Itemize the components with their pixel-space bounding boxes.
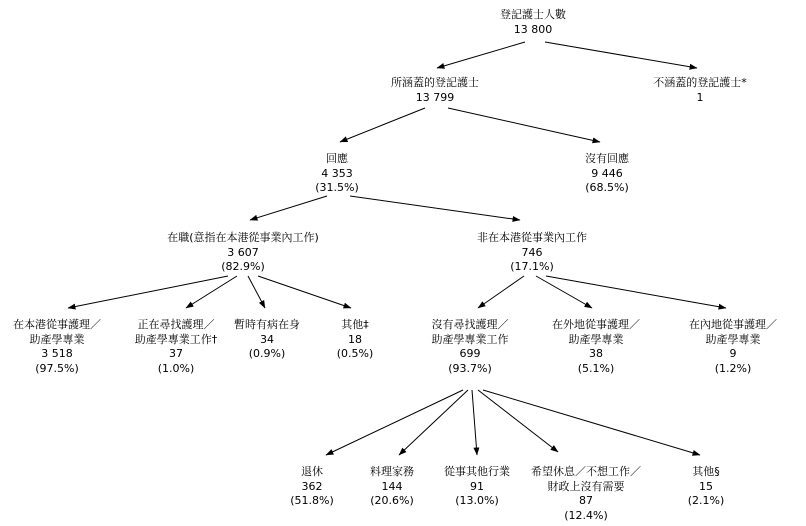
- diagram-node-total: [500, 8, 566, 37]
- diagram-node-housework-line: (20.6%): [370, 494, 414, 508]
- diagram-node-seeking-line: (1.0%): [157, 361, 195, 375]
- diagram-node-working-line: 3 607: [227, 245, 259, 259]
- diagram-node-seeking: [135, 318, 218, 376]
- diagram-node-other1-line: 其他‡: [341, 318, 369, 331]
- diagram-node-no_response-line: 9 446: [591, 166, 623, 180]
- diagram-node-sick-line: (0.9%): [248, 347, 286, 361]
- diagram-node-housework: [370, 465, 414, 509]
- diagram-node-other2-line: 15: [699, 479, 713, 493]
- diagram-node-not_covered-line: 1: [696, 90, 704, 104]
- diagram-node-not_seeking: [432, 318, 509, 376]
- diagram-node-mainland: [689, 318, 777, 376]
- diagram-node-no_response: [585, 152, 629, 196]
- diagram-node-housework-line: 144: [381, 479, 403, 493]
- diagram-node-mainland-line: 在內地從事護理／: [689, 318, 777, 331]
- diagram-node-other2-line: (2.1%): [687, 494, 725, 508]
- diagram-node-other_job-line: 從事其他行業: [444, 465, 510, 478]
- diagram-node-no_response-line: 沒有回應: [585, 152, 629, 165]
- diagram-node-other_job: [444, 465, 510, 509]
- diagram-edge-not_working-to-overseas: [536, 276, 592, 308]
- diagram-node-covered: [391, 76, 479, 105]
- diagram-node-seeking-line: 37: [169, 347, 183, 361]
- diagram-node-responded-line: (31.5%): [315, 181, 359, 195]
- diagram-node-covered-line: 所涵蓋的登記護士: [391, 76, 479, 89]
- diagram-node-other2-line: 其他§: [692, 465, 720, 478]
- diagram-node-covered-line: 13 799: [415, 90, 455, 104]
- diagram-edge-working-to-sick: [248, 276, 265, 308]
- diagram-node-other1: [337, 318, 374, 362]
- diagram-node-overseas-line: 38: [589, 347, 603, 361]
- diagram-node-other1-line: 18: [348, 332, 362, 346]
- diagram-node-sick-line: 34: [260, 332, 274, 346]
- diagram-node-rest-line: 87: [579, 494, 593, 508]
- diagram-edge-not_working-to-mainland: [546, 276, 726, 308]
- diagram-node-working: [167, 231, 319, 275]
- diagram-node-seeking-line: 正在尋找護理／: [137, 318, 215, 331]
- diagram-node-overseas: [552, 318, 640, 376]
- diagram-node-not_working-line: 746: [521, 245, 543, 259]
- diagram-node-not_seeking-line: 699: [459, 347, 481, 361]
- diagram-node-responded: [315, 152, 359, 196]
- diagram-edge-working-to-seeking: [186, 276, 237, 308]
- diagram-node-retired-line: (51.8%): [290, 494, 334, 508]
- diagram-node-sick: [234, 318, 300, 362]
- diagram-edge-not_seeking-to-other_job: [472, 390, 477, 455]
- diagram-node-nursing_hk-line: 3 518: [41, 347, 73, 361]
- diagram-edge-covered-to-responded: [340, 108, 425, 142]
- diagram-node-not_covered-line: 不涵蓋的登記護士*: [653, 76, 747, 89]
- diagram-node-mainland-line: 9: [729, 347, 737, 361]
- diagram-node-other_job-line: 91: [470, 479, 484, 493]
- diagram-node-not_working-line: 非在本港從事業內工作: [477, 231, 587, 244]
- diagram-node-not_covered: [653, 76, 747, 105]
- diagram-node-overseas-line: (5.1%): [577, 361, 615, 375]
- diagram-node-not_seeking-line: 沒有尋找護理／: [431, 318, 509, 331]
- diagram-node-rest-line: (12.4%): [564, 508, 608, 522]
- diagram-node-rest-line: 財政上沒有需要: [547, 479, 625, 493]
- diagram-node-responded-line: 回應: [326, 152, 348, 165]
- diagram-edge-not_seeking-to-other2: [483, 390, 700, 455]
- diagram-node-total-line: 13 800: [513, 22, 553, 36]
- diagram-node-retired-line: 362: [301, 479, 323, 493]
- diagram-edge-responded-to-working: [250, 196, 327, 220]
- diagram-node-not_seeking-line: 助產學專業工作: [431, 332, 509, 346]
- diagram-node-other2: [688, 465, 725, 509]
- diagram-edge-working-to-nursing_hk: [68, 276, 228, 308]
- diagram-node-retired-line: 退休: [301, 465, 323, 478]
- diagram-edge-responded-to-not_working: [350, 196, 520, 220]
- diagram-node-retired: [290, 465, 334, 509]
- diagram-node-mainland-line: 助產學專業: [705, 332, 761, 346]
- diagram-edge-total-to-not_covered: [545, 42, 697, 68]
- diagram-node-other_job-line: (13.0%): [455, 494, 499, 508]
- diagram-node-other1-line: (0.5%): [336, 347, 374, 361]
- diagram-node-mainland-line: (1.2%): [714, 361, 752, 375]
- diagram-edge-not_seeking-to-rest: [478, 390, 558, 452]
- diagram-node-sick-line: 暫時有病在身: [234, 318, 300, 331]
- diagram-edge-not_working-to-not_seeking: [478, 276, 524, 308]
- diagram-node-not_working-line: (17.1%): [510, 260, 554, 274]
- diagram-edge-total-to-covered: [437, 42, 525, 68]
- diagram-edge-working-to-other1: [258, 276, 351, 308]
- diagram-node-not_working: [477, 231, 587, 275]
- diagram-node-nursing_hk: [13, 318, 101, 376]
- diagram-edge-not_seeking-to-housework: [399, 390, 468, 455]
- diagram-node-responded-line: 4 353: [321, 166, 353, 180]
- diagram-node-nursing_hk-line: 助產學專業: [29, 332, 85, 346]
- diagram-node-working-line: 在職(意指在本港從事業內工作): [167, 231, 319, 244]
- diagram-node-working-line: (82.9%): [221, 260, 265, 274]
- diagram-node-total-line: 登記護士人數: [500, 8, 566, 21]
- diagram-node-overseas-line: 助產學專業: [568, 332, 624, 346]
- diagram-node-seeking-line: 助產學專業工作†: [134, 332, 218, 346]
- diagram-node-nursing_hk-line: (97.5%): [35, 361, 79, 375]
- diagram-node-not_seeking-line: (93.7%): [448, 361, 492, 375]
- diagram-node-rest-line: 希望休息／不想工作／: [531, 465, 641, 478]
- diagram-node-no_response-line: (68.5%): [585, 181, 629, 195]
- diagram-edge-covered-to-no_response: [448, 108, 600, 142]
- diagram-node-housework-line: 料理家務: [370, 465, 414, 478]
- diagram-node-rest: [531, 465, 641, 523]
- diagram-node-overseas-line: 在外地從事護理／: [552, 318, 640, 331]
- diagram-node-nursing_hk-line: 在本港從事護理／: [13, 318, 101, 331]
- diagram-edge-not_seeking-to-retired: [326, 390, 463, 455]
